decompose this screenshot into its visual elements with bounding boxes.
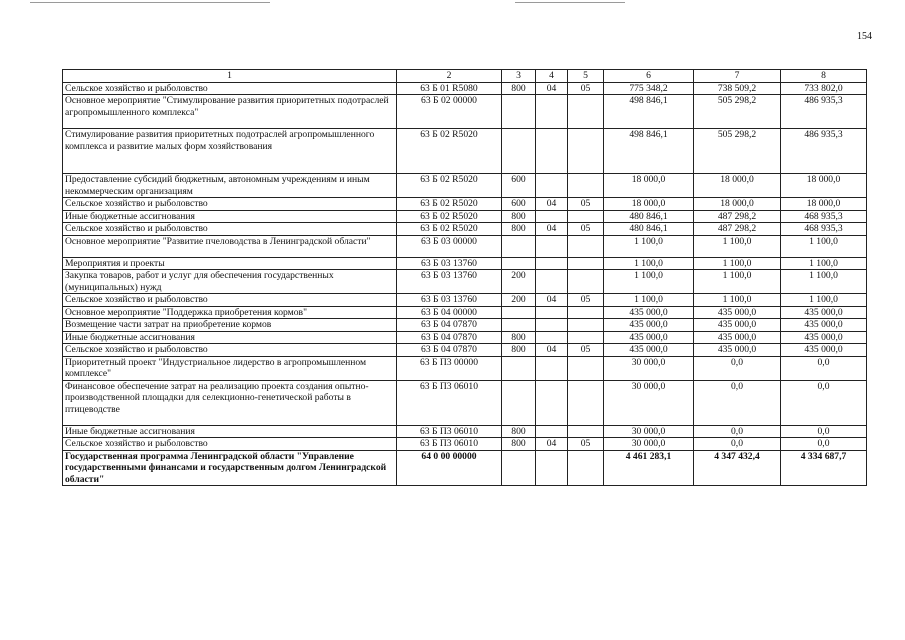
expense-type-cell: 800 [502, 344, 536, 357]
amount-year1-cell: 775 348,2 [604, 82, 694, 95]
item-name-cell: Основное мероприятие "Поддержка приобретения кормов" [63, 306, 397, 319]
amount-year1-cell: 435 000,0 [604, 306, 694, 319]
subsection-cell [568, 210, 604, 223]
subsection-cell [568, 425, 604, 438]
section-cell [536, 331, 568, 344]
amount-year1-cell: 480 846,1 [604, 223, 694, 236]
section-cell [536, 210, 568, 223]
amount-year1-cell: 1 100,0 [604, 235, 694, 257]
target-article-cell: 63 Б 04 07870 [397, 331, 502, 344]
amount-year1-cell: 480 846,1 [604, 210, 694, 223]
amount-year2-cell: 0,0 [694, 438, 781, 451]
table-row [63, 198, 867, 211]
table-row [63, 235, 867, 257]
amount-year1-cell: 435 000,0 [604, 331, 694, 344]
amount-year3-cell: 435 000,0 [781, 319, 867, 332]
amount-year2-cell: 1 100,0 [694, 270, 781, 294]
subsection-cell [568, 380, 604, 425]
section-cell: 04 [536, 344, 568, 357]
expense-type-cell: 600 [502, 198, 536, 211]
target-article-cell: 63 Б 04 07870 [397, 344, 502, 357]
amount-year2-cell: 0,0 [694, 380, 781, 425]
target-article-cell: 63 Б 04 07870 [397, 319, 502, 332]
table-row [63, 210, 867, 223]
target-article-cell: 63 Б 03 00000 [397, 235, 502, 257]
section-cell: 04 [536, 223, 568, 236]
column-header: 3 [502, 70, 536, 83]
target-article-cell: 63 Б П3 06010 [397, 425, 502, 438]
table-row [63, 82, 867, 95]
item-name-cell: Основное мероприятие "Стимулирование развития приоритетных подотраслей агропромышленного комплекса" [63, 95, 397, 129]
expense-type-cell: 200 [502, 294, 536, 307]
amount-year1-cell: 435 000,0 [604, 319, 694, 332]
amount-year2-cell: 0,0 [694, 425, 781, 438]
section-cell [536, 306, 568, 319]
expense-type-cell: 600 [502, 174, 536, 198]
table-row [63, 294, 867, 307]
target-article-cell: 63 Б 03 13760 [397, 270, 502, 294]
amount-year1-cell: 30 000,0 [604, 356, 694, 380]
expense-type-cell [502, 450, 536, 486]
item-name-cell: Сельское хозяйство и рыболовство [63, 198, 397, 211]
section-cell [536, 235, 568, 257]
column-header: 2 [397, 70, 502, 83]
amount-year3-cell: 0,0 [781, 438, 867, 451]
item-name-cell: Финансовое обеспечение затрат на реализацию проекта создания опытно-производственной площадки для селекционно-генетической работы в птицеводстве [63, 380, 397, 425]
amount-year2-cell: 4 347 432,4 [694, 450, 781, 486]
amount-year3-cell: 468 935,3 [781, 210, 867, 223]
section-cell [536, 129, 568, 174]
subsection-cell: 05 [568, 344, 604, 357]
amount-year2-cell: 18 000,0 [694, 174, 781, 198]
target-article-cell: 63 Б 02 R5020 [397, 223, 502, 236]
expense-type-cell [502, 306, 536, 319]
amount-year1-cell: 30 000,0 [604, 425, 694, 438]
amount-year2-cell: 505 298,2 [694, 95, 781, 129]
section-cell [536, 270, 568, 294]
amount-year1-cell: 1 100,0 [604, 270, 694, 294]
amount-year1-cell: 30 000,0 [604, 438, 694, 451]
item-name-cell: Сельское хозяйство и рыболовство [63, 223, 397, 236]
target-article-cell: 63 Б П3 06010 [397, 438, 502, 451]
amount-year1-cell: 1 100,0 [604, 294, 694, 307]
amount-year3-cell: 486 935,3 [781, 95, 867, 129]
target-article-cell: 63 Б 02 R5020 [397, 210, 502, 223]
amount-year3-cell: 0,0 [781, 380, 867, 425]
item-name-cell: Возмещение части затрат на приобретение кормов [63, 319, 397, 332]
expense-type-cell: 800 [502, 210, 536, 223]
item-name-cell: Мероприятия и проекты [63, 257, 397, 270]
amount-year2-cell: 435 000,0 [694, 344, 781, 357]
column-header: 5 [568, 70, 604, 83]
table-row [63, 319, 867, 332]
section-cell: 04 [536, 438, 568, 451]
subsection-cell [568, 257, 604, 270]
subsection-cell: 05 [568, 438, 604, 451]
section-cell [536, 257, 568, 270]
expense-type-cell: 800 [502, 438, 536, 451]
table-row [63, 450, 867, 486]
table-row [63, 356, 867, 380]
subsection-cell [568, 356, 604, 380]
table-row [63, 380, 867, 425]
expense-type-cell: 800 [502, 223, 536, 236]
amount-year2-cell: 1 100,0 [694, 257, 781, 270]
amount-year3-cell: 486 935,3 [781, 129, 867, 174]
amount-year1-cell: 435 000,0 [604, 344, 694, 357]
expense-type-cell [502, 235, 536, 257]
table-row [63, 223, 867, 236]
amount-year3-cell: 18 000,0 [781, 198, 867, 211]
amount-year3-cell: 468 935,3 [781, 223, 867, 236]
amount-year2-cell: 435 000,0 [694, 306, 781, 319]
expense-type-cell [502, 95, 536, 129]
item-name-cell: Иные бюджетные ассигнования [63, 425, 397, 438]
amount-year1-cell: 18 000,0 [604, 198, 694, 211]
amount-year3-cell: 733 802,0 [781, 82, 867, 95]
item-name-cell: Сельское хозяйство и рыболовство [63, 294, 397, 307]
subsection-cell [568, 235, 604, 257]
item-name-cell: Иные бюджетные ассигнования [63, 210, 397, 223]
amount-year3-cell: 1 100,0 [781, 270, 867, 294]
amount-year3-cell: 1 100,0 [781, 294, 867, 307]
item-name-cell: Основное мероприятие "Развитие пчеловодства в Ленинградской области" [63, 235, 397, 257]
item-name-cell: Сельское хозяйство и рыболовство [63, 82, 397, 95]
table-row [63, 129, 867, 174]
page-number: 154 [857, 31, 872, 42]
item-name-cell: Сельское хозяйство и рыболовство [63, 438, 397, 451]
subsection-cell [568, 306, 604, 319]
item-name-cell: Приоритетный проект "Индустриальное лидерство в агропромышленном комплексе" [63, 356, 397, 380]
expense-type-cell [502, 356, 536, 380]
subsection-cell [568, 450, 604, 486]
item-name-cell: Государственная программа Ленинградской области "Управление государственными финансами и государственным долгом Ленинградской области" [63, 450, 397, 486]
budget-table [62, 69, 867, 486]
item-name-cell: Закупка товаров, работ и услуг для обеспечения государственных (муниципальных) нужд [63, 270, 397, 294]
amount-year2-cell: 18 000,0 [694, 198, 781, 211]
table-row [63, 174, 867, 198]
section-cell [536, 425, 568, 438]
expense-type-cell [502, 257, 536, 270]
amount-year1-cell: 30 000,0 [604, 380, 694, 425]
target-article-cell: 63 Б 02 R5020 [397, 129, 502, 174]
target-article-cell: 63 Б 02 R5020 [397, 174, 502, 198]
subsection-cell [568, 174, 604, 198]
amount-year2-cell: 487 298,2 [694, 210, 781, 223]
table-row [63, 270, 867, 294]
expense-type-cell: 200 [502, 270, 536, 294]
amount-year3-cell: 435 000,0 [781, 344, 867, 357]
target-article-cell: 64 0 00 00000 [397, 450, 502, 486]
target-article-cell: 63 Б 03 13760 [397, 294, 502, 307]
amount-year3-cell: 1 100,0 [781, 235, 867, 257]
table-row [63, 306, 867, 319]
amount-year3-cell: 4 334 687,7 [781, 450, 867, 486]
target-article-cell: 63 Б 03 13760 [397, 257, 502, 270]
column-number-row [63, 70, 867, 83]
expense-type-cell: 800 [502, 331, 536, 344]
section-cell: 04 [536, 198, 568, 211]
target-article-cell: 63 Б 04 00000 [397, 306, 502, 319]
column-header: 6 [604, 70, 694, 83]
section-cell: 04 [536, 294, 568, 307]
amount-year3-cell: 1 100,0 [781, 257, 867, 270]
column-header: 8 [781, 70, 867, 83]
section-cell [536, 174, 568, 198]
target-article-cell: 63 Б П3 00000 [397, 356, 502, 380]
table-row [63, 425, 867, 438]
amount-year2-cell: 1 100,0 [694, 294, 781, 307]
scan-artifact-line [30, 2, 270, 3]
subsection-cell [568, 319, 604, 332]
amount-year1-cell: 498 846,1 [604, 129, 694, 174]
subsection-cell: 05 [568, 82, 604, 95]
item-name-cell: Стимулирование развития приоритетных подотраслей агропромышленного комплекса и развитие малых форм хозяйствования [63, 129, 397, 174]
amount-year1-cell: 498 846,1 [604, 95, 694, 129]
amount-year3-cell: 435 000,0 [781, 331, 867, 344]
amount-year2-cell: 487 298,2 [694, 223, 781, 236]
subsection-cell [568, 129, 604, 174]
target-article-cell: 63 Б 02 R5020 [397, 198, 502, 211]
expense-type-cell [502, 319, 536, 332]
section-cell [536, 356, 568, 380]
amount-year2-cell: 1 100,0 [694, 235, 781, 257]
subsection-cell [568, 95, 604, 129]
amount-year2-cell: 435 000,0 [694, 319, 781, 332]
item-name-cell: Иные бюджетные ассигнования [63, 331, 397, 344]
amount-year2-cell: 0,0 [694, 356, 781, 380]
expense-type-cell [502, 129, 536, 174]
expense-type-cell: 800 [502, 82, 536, 95]
section-cell [536, 380, 568, 425]
amount-year2-cell: 435 000,0 [694, 331, 781, 344]
column-header: 7 [694, 70, 781, 83]
item-name-cell: Предоставление субсидий бюджетным, автономным учреждениям и иным некоммерческим организациям [63, 174, 397, 198]
amount-year2-cell: 505 298,2 [694, 129, 781, 174]
scan-artifact-line [515, 2, 625, 3]
table-row [63, 438, 867, 451]
amount-year1-cell: 1 100,0 [604, 257, 694, 270]
amount-year1-cell: 18 000,0 [604, 174, 694, 198]
amount-year2-cell: 738 509,2 [694, 82, 781, 95]
column-header: 1 [63, 70, 397, 83]
column-header: 4 [536, 70, 568, 83]
table-row [63, 331, 867, 344]
subsection-cell [568, 331, 604, 344]
subsection-cell: 05 [568, 294, 604, 307]
amount-year1-cell: 4 461 283,1 [604, 450, 694, 486]
section-cell: 04 [536, 82, 568, 95]
target-article-cell: 63 Б 01 R5080 [397, 82, 502, 95]
table-row [63, 95, 867, 129]
amount-year3-cell: 435 000,0 [781, 306, 867, 319]
table-row [63, 257, 867, 270]
expense-type-cell: 800 [502, 425, 536, 438]
amount-year3-cell: 0,0 [781, 425, 867, 438]
expense-type-cell [502, 380, 536, 425]
section-cell [536, 95, 568, 129]
target-article-cell: 63 Б 02 00000 [397, 95, 502, 129]
item-name-cell: Сельское хозяйство и рыболовство [63, 344, 397, 357]
subsection-cell: 05 [568, 198, 604, 211]
amount-year3-cell: 0,0 [781, 356, 867, 380]
subsection-cell: 05 [568, 223, 604, 236]
section-cell [536, 319, 568, 332]
table-row [63, 344, 867, 357]
amount-year3-cell: 18 000,0 [781, 174, 867, 198]
section-cell [536, 450, 568, 486]
subsection-cell [568, 270, 604, 294]
target-article-cell: 63 Б П3 06010 [397, 380, 502, 425]
